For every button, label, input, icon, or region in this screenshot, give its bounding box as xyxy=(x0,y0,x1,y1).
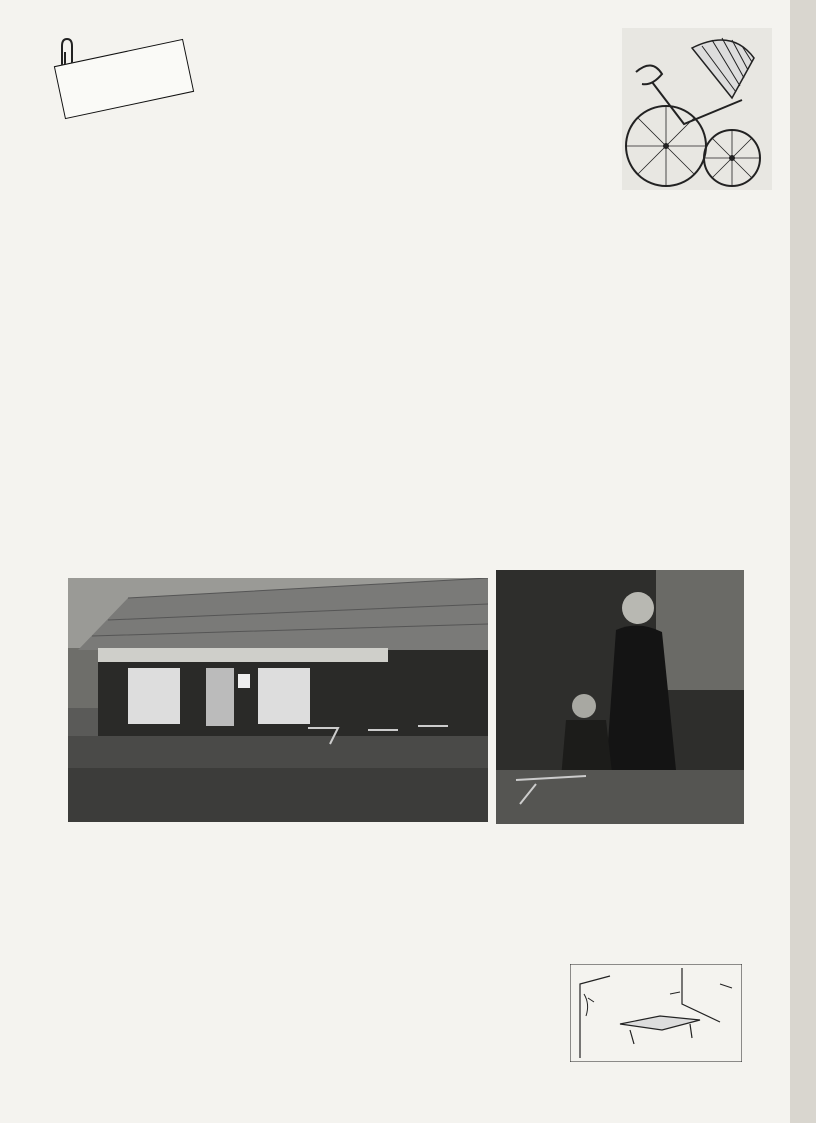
pram-illustration xyxy=(622,28,772,190)
people-photo xyxy=(496,570,744,824)
cartoon-sketch xyxy=(570,964,742,1062)
page-edge xyxy=(790,0,816,1123)
roster xyxy=(64,396,754,562)
building-photo xyxy=(68,578,488,822)
